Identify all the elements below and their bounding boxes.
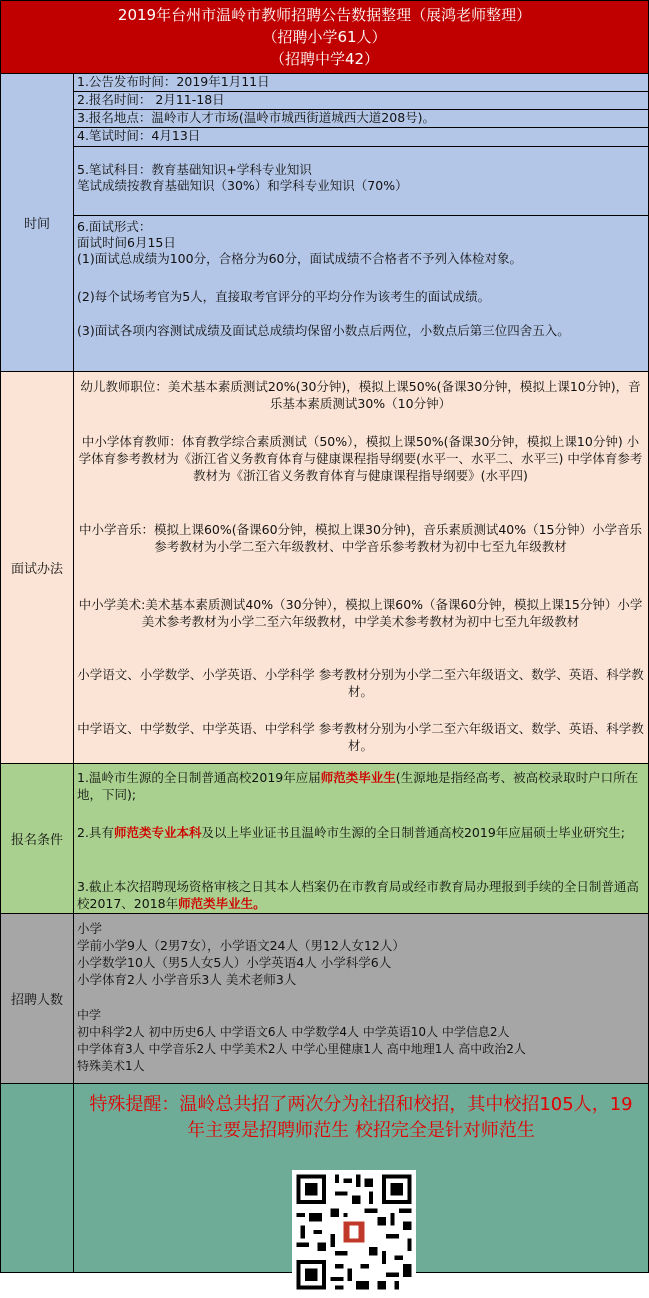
middle-title: 中学: [77, 1008, 102, 1022]
music-method: 中小学音乐：模拟上课60%(备课60分钟，模拟上课30分钟)，音乐素质测试40%（15分钟）小学音乐参考教材为小学二至六年级教材、中学音乐参考教材为初中七至九年级教材: [78, 522, 643, 554]
primary-recruits: [77, 920, 644, 988]
notice-label: [1, 1084, 74, 1272]
time-row: [1, 74, 648, 372]
interview-method-content: [74, 372, 648, 763]
notice-content: [74, 1084, 648, 1272]
conditions-label: 报名条件: [1, 764, 74, 913]
kindergarten-method: 幼儿教师职位：美术基本素质测试20%(30分钟)，模拟上课50%(备课30分钟，模拟上课10分钟)，音乐基本素质测试30%（10分钟）: [80, 379, 641, 411]
announce-date: 1.公告发布时间：2019年1月11日: [74, 74, 648, 92]
sheet-header: [1, 1, 648, 74]
primary-count-line: （招聘小学61人）: [262, 28, 387, 46]
qr-code-icon: [292, 1170, 416, 1294]
condition-2-highlight: 师范类专业本科: [113, 825, 202, 840]
interview-rule-3: (3)面试各项内容测试成绩及面试总成绩均保留小数点后两位，小数点后第三位四舍五入。: [77, 323, 570, 338]
middle-recruits: [77, 1007, 644, 1075]
condition-1: [77, 769, 644, 803]
condition-1-highlight: 师范类毕业生: [320, 770, 396, 785]
condition-2-text: 2.具有: [77, 825, 114, 840]
time-content: [74, 74, 648, 371]
special-notice: 特殊提醒：温岭总共招了两次分为社招和校招，其中校招105人，19年主要是招聘师范生 校招完全是针对师范生: [89, 1094, 633, 1141]
exam-subjects-line: 5.笔试科目：教育基础知识+学科专业知识: [77, 162, 312, 177]
interview-form-title: 6.面试形式：: [77, 219, 152, 234]
exam-date: 4.笔试时间：4月13日: [74, 128, 648, 147]
middle-count-line: （招聘中学42）: [269, 50, 380, 68]
primary-subjects-method: 小学语文、小学数学、小学英语、小学科学 参考教材分别为小学二至六年级语文、数学、英语、科学教材。: [77, 667, 644, 699]
conditions-row: [1, 764, 648, 914]
art-method: 中小学美术:美术基本素质测试40%（30分钟），模拟上课60%（备课60分钟，模拟上课15分钟）小学美术参考教材为小学二至六年级教材，中学美术参考教材为初中七至九年级教材: [78, 597, 643, 629]
interview-method-label: 面试办法: [1, 372, 74, 763]
condition-3-text: 3.截止本次招聘现场资格审核之日其本人档案仍在市教育局或经市教育局办理报到手续的全日制普通高校2017、2018年: [77, 879, 639, 911]
recruits-content: [74, 914, 648, 1083]
recruits-label: 招聘人数: [1, 914, 74, 1083]
exam-weight-line: 笔试成绩按教育基础知识（30%）和学科专业知识（70%）: [77, 178, 408, 193]
primary-title: 小学: [77, 921, 103, 936]
condition-1-text: 1.温岭市生源的全日制普通高校2019年应届: [77, 770, 321, 785]
primary-line-1: 学前小学9人（2男7女），小学语文24人（男12人女12人）: [77, 938, 405, 953]
recruits-row: [1, 914, 648, 1084]
notice-row: [1, 1084, 648, 1272]
condition-2: [77, 824, 644, 841]
primary-line-3: 小学体育2人 小学音乐3人 美术老师3人: [77, 972, 297, 987]
interview-rule-1: (1)面试总成绩为100分，合格分为60分，面试成绩不合格者不予列入体检对象。: [77, 251, 522, 266]
page-title: 2019年台州市温岭市教师招聘公告数据整理（展鸿老师整理）: [117, 6, 532, 24]
interview-rule-2: (2)每个试场考官为5人，直接取考官评分的平均分作为该考生的面试成绩。: [77, 289, 491, 304]
register-date: 2.报名时间： 2月11-18日: [74, 92, 648, 110]
interview-form: [77, 219, 644, 339]
pe-method: 中小学体育教师：体育教学综合素质测试（50%），模拟上课50%(备课30分钟，模拟上课10分钟) 小学体育参考教材为《浙江省义务教育体育与健康课程指导纲要(水平一、水平二、水平三) 中学体育参考教材为《浙江省义务教育体育与健康课程指导纲要》(水平四): [78, 434, 643, 483]
condition-3: [77, 878, 644, 912]
condition-2-text-end: 及以上毕业证书且温岭市生源的全日制普通高校2019年应届硕士毕业研究生;: [201, 825, 625, 840]
condition-3-highlight: 师范类毕业生。: [178, 896, 266, 911]
register-place: 3.报名地点：温岭市人才市场(温岭市城西街道城西大道208号)。: [74, 110, 648, 128]
interview-date: 面试时间6月15日: [77, 235, 176, 250]
conditions-content: [74, 764, 648, 913]
middle-line-3: 特殊美术1人: [77, 1059, 145, 1073]
primary-line-2: 小学数学10人（男5人女5人）小学英语4人 小学科学6人: [77, 955, 392, 970]
middle-subjects-method: 中学语文、中学数学、中学英语、中学科学 参考教材分别为小学二至六年级语文、数学、英语、科学教材。: [77, 721, 644, 753]
time-label: 时间: [1, 74, 74, 371]
exam-subjects: [74, 147, 648, 216]
condition-1-text-end: (生源地是指经高考、被高校录取时户口所在地，下同);: [77, 770, 639, 802]
middle-line-1: 初中科学2人 初中历史6人 中学语文6人 中学数学4人 中学英语10人 中学信息2人: [77, 1025, 510, 1039]
middle-line-2: 中学体育3人 中学音乐2人 中学美术2人 中学心里健康1人 高中地理1人 高中政治2人: [77, 1042, 526, 1056]
interview-method-row: [1, 372, 648, 764]
